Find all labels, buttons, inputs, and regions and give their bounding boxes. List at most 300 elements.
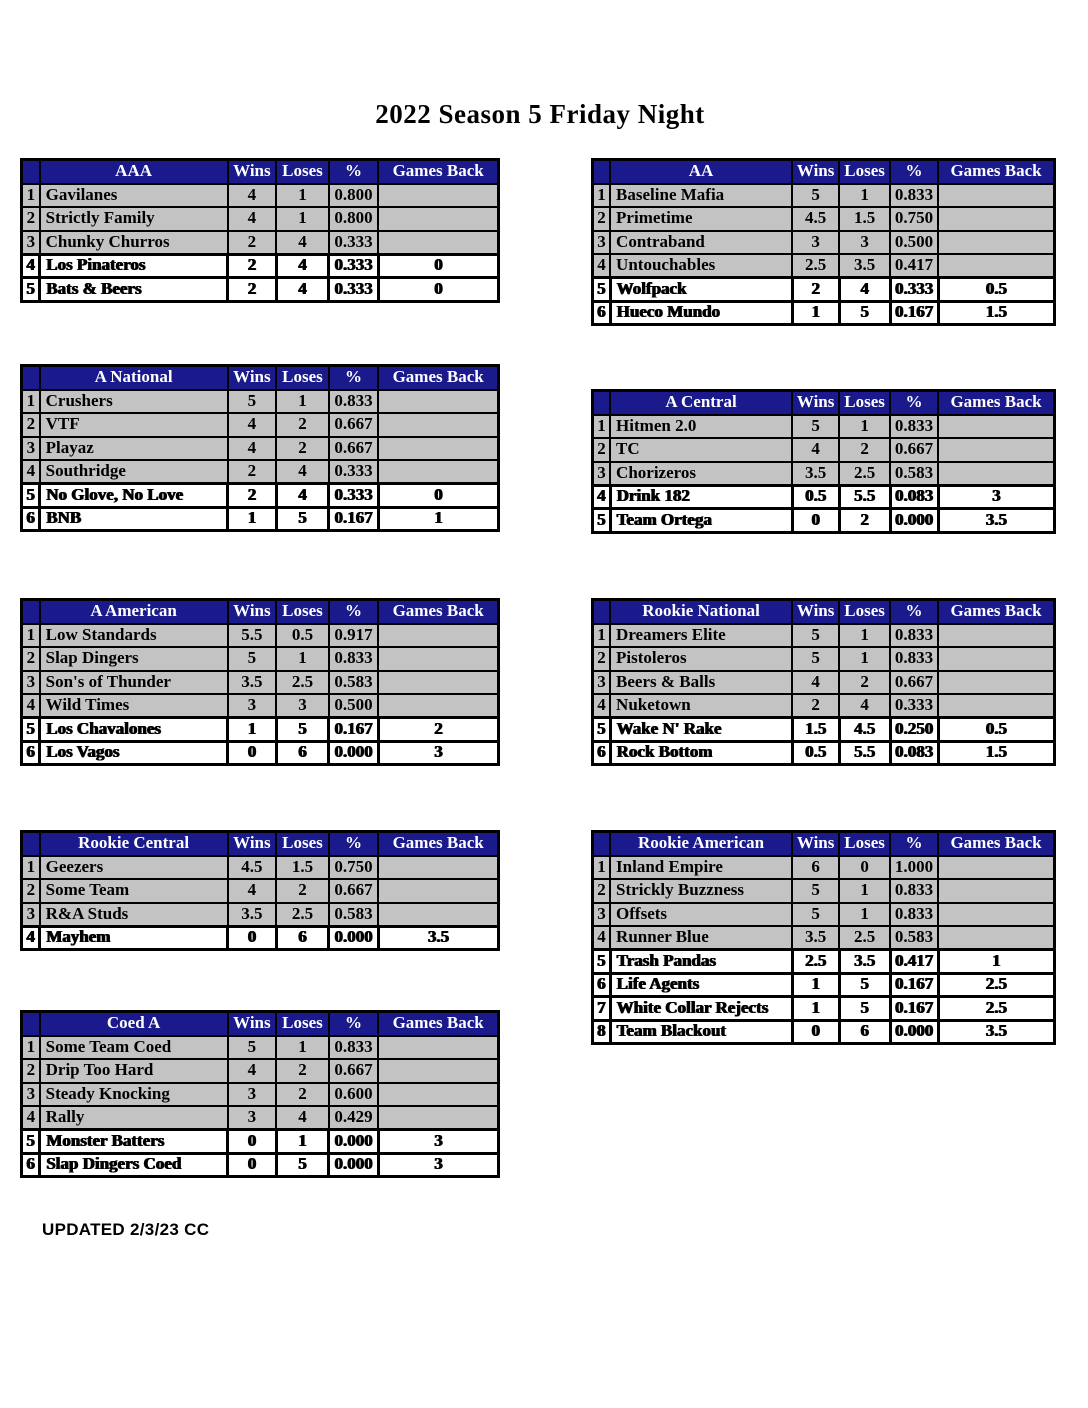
standings-row bbox=[593, 415, 1055, 439]
cell-wins: 4 bbox=[792, 671, 839, 695]
cell-games_back: 1 bbox=[378, 507, 498, 531]
cell-team: Rally bbox=[40, 1106, 228, 1130]
cell-pct: 0.167 bbox=[890, 997, 938, 1021]
standings-row bbox=[22, 254, 499, 278]
cell-wins: 2 bbox=[228, 254, 277, 278]
cell-wins: 2 bbox=[228, 484, 277, 508]
standings-row bbox=[22, 647, 499, 671]
cell-games_back: 1.5 bbox=[938, 301, 1054, 325]
cell-rank: 1 bbox=[593, 856, 611, 880]
standings-row bbox=[22, 278, 499, 302]
cell-loses: 1 bbox=[276, 207, 328, 231]
header-games-back: Games Back bbox=[378, 160, 498, 184]
cell-pct: 0.167 bbox=[329, 718, 379, 742]
standings-row bbox=[22, 207, 499, 231]
cell-wins: 3.5 bbox=[792, 926, 839, 950]
cell-games_back bbox=[378, 903, 498, 927]
cell-team: Beers & Balls bbox=[610, 671, 792, 695]
standings-row bbox=[593, 485, 1055, 509]
cell-pct: 0.667 bbox=[329, 413, 379, 437]
cell-wins: 3.5 bbox=[228, 903, 277, 927]
cell-team: No Glove, No Love bbox=[40, 484, 228, 508]
cell-team: Wake N' Rake bbox=[610, 718, 792, 742]
standings-row bbox=[22, 856, 499, 880]
cell-wins: 0 bbox=[792, 509, 839, 533]
cell-loses: 3 bbox=[839, 231, 890, 255]
cell-wins: 4 bbox=[228, 879, 277, 903]
header-loses: Loses bbox=[839, 600, 890, 624]
cell-loses: 1 bbox=[276, 1130, 328, 1154]
division-standings-table bbox=[591, 830, 1056, 1045]
header-wins: Wins bbox=[228, 1012, 277, 1036]
cell-pct: 0.833 bbox=[890, 879, 938, 903]
cell-team: Contraband bbox=[610, 231, 792, 255]
standings-row bbox=[22, 903, 499, 927]
cell-team: Inland Empire bbox=[610, 856, 792, 880]
standings-row bbox=[593, 301, 1055, 325]
cell-games_back bbox=[938, 438, 1054, 462]
cell-games_back: 0.5 bbox=[938, 278, 1054, 302]
standings-row bbox=[22, 390, 499, 414]
header-games-back: Games Back bbox=[378, 366, 498, 390]
header-rank-cell bbox=[22, 1012, 40, 1036]
cell-loses: 4 bbox=[276, 278, 328, 302]
cell-pct: 0.000 bbox=[890, 509, 938, 533]
cell-wins: 0 bbox=[792, 1020, 839, 1044]
cell-games_back: 2.5 bbox=[938, 997, 1054, 1021]
header-row bbox=[22, 1012, 499, 1036]
header-pct: % bbox=[329, 600, 379, 624]
standings-row bbox=[593, 856, 1055, 880]
cell-rank: 2 bbox=[593, 879, 611, 903]
cell-pct: 1.000 bbox=[890, 856, 938, 880]
cell-pct: 0.333 bbox=[329, 460, 379, 484]
cell-loses: 4 bbox=[276, 254, 328, 278]
cell-pct: 0.500 bbox=[890, 231, 938, 255]
cell-loses: 5 bbox=[839, 973, 890, 997]
cell-team: Runner Blue bbox=[610, 926, 792, 950]
cell-wins: 4 bbox=[228, 207, 277, 231]
cell-games_back bbox=[378, 694, 498, 718]
cell-rank: 4 bbox=[593, 485, 611, 509]
header-row bbox=[22, 600, 499, 624]
cell-team: Monster Batters bbox=[40, 1130, 228, 1154]
cell-rank: 2 bbox=[593, 207, 611, 231]
cell-wins: 2 bbox=[228, 278, 277, 302]
cell-team: VTF bbox=[40, 413, 228, 437]
header-rank-cell bbox=[22, 366, 40, 390]
cell-wins: 2 bbox=[228, 231, 277, 255]
cell-rank: 5 bbox=[593, 718, 611, 742]
cell-team: Nuketown bbox=[610, 694, 792, 718]
cell-team: Steady Knocking bbox=[40, 1083, 228, 1107]
cell-pct: 0.417 bbox=[890, 254, 938, 278]
cell-team: Geezers bbox=[40, 856, 228, 880]
cell-team: Wild Times bbox=[40, 694, 228, 718]
cell-pct: 0.583 bbox=[890, 462, 938, 486]
cell-games_back bbox=[378, 231, 498, 255]
cell-team: White Collar Rejects bbox=[610, 997, 792, 1021]
standings-row bbox=[22, 184, 499, 208]
standings-row bbox=[593, 509, 1055, 533]
cell-rank: 8 bbox=[593, 1020, 611, 1044]
standings-row bbox=[593, 231, 1055, 255]
cell-pct: 0.417 bbox=[890, 950, 938, 974]
cell-pct: 0.333 bbox=[329, 278, 379, 302]
cell-wins: 5 bbox=[792, 624, 839, 648]
standings-row bbox=[593, 741, 1055, 765]
cell-team: TC bbox=[610, 438, 792, 462]
cell-rank: 1 bbox=[22, 1036, 40, 1060]
cell-wins: 4 bbox=[228, 437, 277, 461]
cell-loses: 2 bbox=[276, 879, 328, 903]
cell-pct: 0.429 bbox=[329, 1106, 379, 1130]
cell-games_back: 3.5 bbox=[938, 509, 1054, 533]
cell-pct: 0.800 bbox=[329, 184, 379, 208]
standings-row bbox=[593, 694, 1055, 718]
standings-row bbox=[593, 997, 1055, 1021]
cell-team: Playaz bbox=[40, 437, 228, 461]
cell-rank: 2 bbox=[22, 879, 40, 903]
cell-games_back bbox=[378, 856, 498, 880]
division-standings-table bbox=[20, 1010, 500, 1178]
division-title: Rookie American bbox=[610, 832, 792, 856]
cell-loses: 5 bbox=[276, 718, 328, 742]
cell-games_back bbox=[938, 694, 1054, 718]
cell-pct: 0.000 bbox=[329, 1153, 379, 1177]
cell-games_back bbox=[378, 1036, 498, 1060]
cell-loses: 6 bbox=[276, 926, 328, 950]
standings-row bbox=[593, 278, 1055, 302]
page-title: 2022 Season 5 Friday Night bbox=[375, 99, 705, 129]
header-loses: Loses bbox=[839, 391, 890, 415]
cell-team: Primetime bbox=[610, 207, 792, 231]
cell-games_back bbox=[938, 903, 1054, 927]
division-title: A Central bbox=[610, 391, 792, 415]
cell-wins: 5 bbox=[792, 879, 839, 903]
division-title: Rookie Central bbox=[40, 832, 228, 856]
standings-row bbox=[22, 460, 499, 484]
standings-row bbox=[22, 694, 499, 718]
header-loses: Loses bbox=[276, 1012, 328, 1036]
cell-pct: 0.600 bbox=[329, 1083, 379, 1107]
cell-loses: 3 bbox=[276, 694, 328, 718]
cell-wins: 3 bbox=[228, 1083, 277, 1107]
cell-games_back bbox=[378, 207, 498, 231]
header-wins: Wins bbox=[792, 832, 839, 856]
cell-games_back bbox=[378, 624, 498, 648]
division-title: AA bbox=[610, 160, 792, 184]
cell-games_back bbox=[378, 390, 498, 414]
cell-pct: 0.833 bbox=[890, 903, 938, 927]
cell-pct: 0.833 bbox=[890, 184, 938, 208]
cell-pct: 0.833 bbox=[329, 1036, 379, 1060]
cell-games_back: 1.5 bbox=[938, 741, 1054, 765]
cell-loses: 2 bbox=[276, 1083, 328, 1107]
cell-wins: 1 bbox=[792, 973, 839, 997]
cell-loses: 2 bbox=[276, 437, 328, 461]
cell-wins: 6 bbox=[792, 856, 839, 880]
cell-rank: 5 bbox=[593, 509, 611, 533]
cell-loses: 5 bbox=[839, 301, 890, 325]
cell-games_back bbox=[378, 437, 498, 461]
cell-pct: 0.833 bbox=[890, 415, 938, 439]
cell-games_back bbox=[378, 879, 498, 903]
cell-wins: 5 bbox=[792, 415, 839, 439]
cell-rank: 2 bbox=[22, 413, 40, 437]
header-pct: % bbox=[329, 1012, 379, 1036]
header-row bbox=[593, 600, 1055, 624]
header-row bbox=[593, 832, 1055, 856]
cell-wins: 3 bbox=[228, 1106, 277, 1130]
cell-games_back: 3 bbox=[378, 741, 498, 765]
cell-team: Untouchables bbox=[610, 254, 792, 278]
standings-row bbox=[593, 671, 1055, 695]
cell-team: Offsets bbox=[610, 903, 792, 927]
cell-loses: 1 bbox=[839, 415, 890, 439]
updated-note: UPDATED 2/3/23 CC bbox=[42, 1220, 210, 1239]
cell-pct: 0.917 bbox=[329, 624, 379, 648]
cell-team: Some Team bbox=[40, 879, 228, 903]
cell-wins: 2 bbox=[228, 460, 277, 484]
standings-row bbox=[593, 950, 1055, 974]
cell-loses: 1 bbox=[839, 879, 890, 903]
standings-row bbox=[22, 484, 499, 508]
cell-wins: 3.5 bbox=[228, 671, 277, 695]
cell-pct: 0.000 bbox=[890, 1020, 938, 1044]
division-title: Rookie National bbox=[610, 600, 792, 624]
header-wins: Wins bbox=[792, 600, 839, 624]
cell-team: Low Standards bbox=[40, 624, 228, 648]
cell-team: Hitmen 2.0 bbox=[610, 415, 792, 439]
cell-games_back: 3 bbox=[378, 1130, 498, 1154]
header-rank-cell bbox=[593, 391, 611, 415]
cell-wins: 5 bbox=[792, 647, 839, 671]
standings-row bbox=[22, 879, 499, 903]
standings-row bbox=[22, 507, 499, 531]
standings-row bbox=[593, 926, 1055, 950]
cell-loses: 2 bbox=[276, 413, 328, 437]
cell-loses: 2 bbox=[839, 509, 890, 533]
cell-wins: 0 bbox=[228, 1153, 277, 1177]
header-pct: % bbox=[329, 160, 379, 184]
cell-pct: 0.333 bbox=[329, 231, 379, 255]
cell-rank: 6 bbox=[593, 301, 611, 325]
header-games-back: Games Back bbox=[378, 1012, 498, 1036]
standings-row bbox=[593, 647, 1055, 671]
standings-row bbox=[593, 903, 1055, 927]
cell-games_back bbox=[938, 926, 1054, 950]
cell-wins: 1 bbox=[792, 997, 839, 1021]
header-wins: Wins bbox=[228, 600, 277, 624]
cell-team: Wolfpack bbox=[610, 278, 792, 302]
cell-rank: 2 bbox=[22, 647, 40, 671]
header-games-back: Games Back bbox=[938, 600, 1054, 624]
cell-team: Son's of Thunder bbox=[40, 671, 228, 695]
cell-games_back bbox=[378, 184, 498, 208]
standings-row bbox=[593, 438, 1055, 462]
standings-row bbox=[22, 1106, 499, 1130]
cell-rank: 6 bbox=[593, 973, 611, 997]
cell-pct: 0.667 bbox=[329, 1059, 379, 1083]
cell-games_back bbox=[938, 462, 1054, 486]
header-row bbox=[22, 832, 499, 856]
cell-rank: 2 bbox=[22, 1059, 40, 1083]
standings-row bbox=[593, 718, 1055, 742]
header-pct: % bbox=[329, 366, 379, 390]
cell-team: Los Pinateros bbox=[40, 254, 228, 278]
header-pct: % bbox=[329, 832, 379, 856]
cell-team: Hueco Mundo bbox=[610, 301, 792, 325]
cell-rank: 4 bbox=[22, 926, 40, 950]
cell-wins: 4 bbox=[792, 438, 839, 462]
header-rank-cell bbox=[22, 600, 40, 624]
division-standings-table bbox=[20, 830, 500, 951]
header-rank-cell bbox=[593, 600, 611, 624]
cell-loses: 4 bbox=[276, 231, 328, 255]
cell-wins: 4 bbox=[228, 413, 277, 437]
cell-games_back: 0 bbox=[378, 278, 498, 302]
cell-games_back bbox=[378, 1106, 498, 1130]
cell-rank: 3 bbox=[593, 671, 611, 695]
cell-wins: 2 bbox=[792, 278, 839, 302]
cell-rank: 5 bbox=[593, 278, 611, 302]
standings-row bbox=[22, 1130, 499, 1154]
cell-games_back: 3.5 bbox=[378, 926, 498, 950]
cell-loses: 6 bbox=[276, 741, 328, 765]
cell-rank: 5 bbox=[22, 1130, 40, 1154]
cell-rank: 1 bbox=[593, 624, 611, 648]
cell-wins: 2.5 bbox=[792, 254, 839, 278]
standings-row bbox=[22, 718, 499, 742]
cell-loses: 0.5 bbox=[276, 624, 328, 648]
cell-team: Chorizeros bbox=[610, 462, 792, 486]
cell-rank: 5 bbox=[593, 950, 611, 974]
cell-pct: 0.833 bbox=[329, 390, 379, 414]
cell-games_back bbox=[938, 415, 1054, 439]
cell-loses: 4 bbox=[839, 278, 890, 302]
cell-team: Life Agents bbox=[610, 973, 792, 997]
header-loses: Loses bbox=[839, 832, 890, 856]
cell-pct: 0.583 bbox=[329, 903, 379, 927]
header-row bbox=[593, 391, 1055, 415]
cell-pct: 0.000 bbox=[329, 741, 379, 765]
cell-team: Rock Bottom bbox=[610, 741, 792, 765]
cell-games_back bbox=[378, 1059, 498, 1083]
cell-wins: 3.5 bbox=[792, 462, 839, 486]
cell-loses: 1 bbox=[839, 184, 890, 208]
cell-wins: 5 bbox=[228, 647, 277, 671]
cell-games_back bbox=[938, 671, 1054, 695]
cell-team: Dreamers Elite bbox=[610, 624, 792, 648]
cell-games_back bbox=[378, 671, 498, 695]
cell-rank: 3 bbox=[22, 903, 40, 927]
cell-loses: 5 bbox=[276, 1153, 328, 1177]
cell-pct: 0.083 bbox=[890, 485, 938, 509]
cell-games_back bbox=[378, 1083, 498, 1107]
cell-team: Strickly Buzzness bbox=[610, 879, 792, 903]
standings-row bbox=[22, 1059, 499, 1083]
cell-loses: 1 bbox=[839, 624, 890, 648]
cell-loses: 5 bbox=[276, 507, 328, 531]
header-pct: % bbox=[890, 160, 938, 184]
cell-loses: 2.5 bbox=[276, 903, 328, 927]
cell-loses: 1 bbox=[839, 647, 890, 671]
cell-games_back bbox=[378, 647, 498, 671]
cell-games_back: 2.5 bbox=[938, 973, 1054, 997]
cell-rank: 1 bbox=[22, 184, 40, 208]
cell-pct: 0.167 bbox=[329, 507, 379, 531]
cell-loses: 2 bbox=[276, 1059, 328, 1083]
cell-pct: 0.250 bbox=[890, 718, 938, 742]
cell-loses: 6 bbox=[839, 1020, 890, 1044]
cell-rank: 1 bbox=[22, 856, 40, 880]
cell-rank: 4 bbox=[593, 926, 611, 950]
cell-rank: 4 bbox=[22, 254, 40, 278]
cell-pct: 0.667 bbox=[329, 879, 379, 903]
cell-rank: 1 bbox=[593, 184, 611, 208]
standings-row bbox=[22, 413, 499, 437]
cell-wins: 0 bbox=[228, 741, 277, 765]
header-rank-cell bbox=[593, 832, 611, 856]
header-row bbox=[22, 160, 499, 184]
cell-loses: 2 bbox=[839, 671, 890, 695]
cell-loses: 1 bbox=[276, 647, 328, 671]
standings-row bbox=[593, 254, 1055, 278]
cell-wins: 3 bbox=[228, 694, 277, 718]
cell-pct: 0.167 bbox=[890, 973, 938, 997]
cell-team: Gavilanes bbox=[40, 184, 228, 208]
cell-team: Los Vagos bbox=[40, 741, 228, 765]
cell-loses: 4 bbox=[839, 694, 890, 718]
header-wins: Wins bbox=[792, 391, 839, 415]
cell-games_back: 0.5 bbox=[938, 718, 1054, 742]
standings-row bbox=[22, 926, 499, 950]
cell-team: Los Chavalones bbox=[40, 718, 228, 742]
standings-row bbox=[593, 624, 1055, 648]
division-standings-table bbox=[20, 598, 500, 766]
cell-team: Slap Dingers bbox=[40, 647, 228, 671]
header-pct: % bbox=[890, 600, 938, 624]
cell-loses: 1.5 bbox=[839, 207, 890, 231]
cell-rank: 3 bbox=[593, 462, 611, 486]
cell-loses: 2.5 bbox=[839, 462, 890, 486]
header-row bbox=[22, 366, 499, 390]
cell-loses: 2.5 bbox=[276, 671, 328, 695]
cell-games_back bbox=[938, 184, 1054, 208]
cell-rank: 4 bbox=[22, 460, 40, 484]
cell-wins: 5 bbox=[792, 903, 839, 927]
division-standings-table bbox=[591, 598, 1056, 766]
cell-wins: 4.5 bbox=[228, 856, 277, 880]
cell-team: Drink 182 bbox=[610, 485, 792, 509]
header-games-back: Games Back bbox=[938, 832, 1054, 856]
cell-team: Crushers bbox=[40, 390, 228, 414]
cell-loses: 3.5 bbox=[839, 950, 890, 974]
cell-pct: 0.667 bbox=[329, 437, 379, 461]
cell-loses: 1 bbox=[276, 184, 328, 208]
cell-pct: 0.667 bbox=[890, 671, 938, 695]
cell-rank: 3 bbox=[22, 1083, 40, 1107]
cell-games_back bbox=[378, 413, 498, 437]
cell-wins: 3 bbox=[792, 231, 839, 255]
standings-row bbox=[22, 741, 499, 765]
division-title: AAA bbox=[40, 160, 228, 184]
cell-wins: 4 bbox=[228, 1059, 277, 1083]
cell-pct: 0.333 bbox=[890, 694, 938, 718]
cell-games_back: 0 bbox=[378, 484, 498, 508]
standings-row bbox=[593, 184, 1055, 208]
